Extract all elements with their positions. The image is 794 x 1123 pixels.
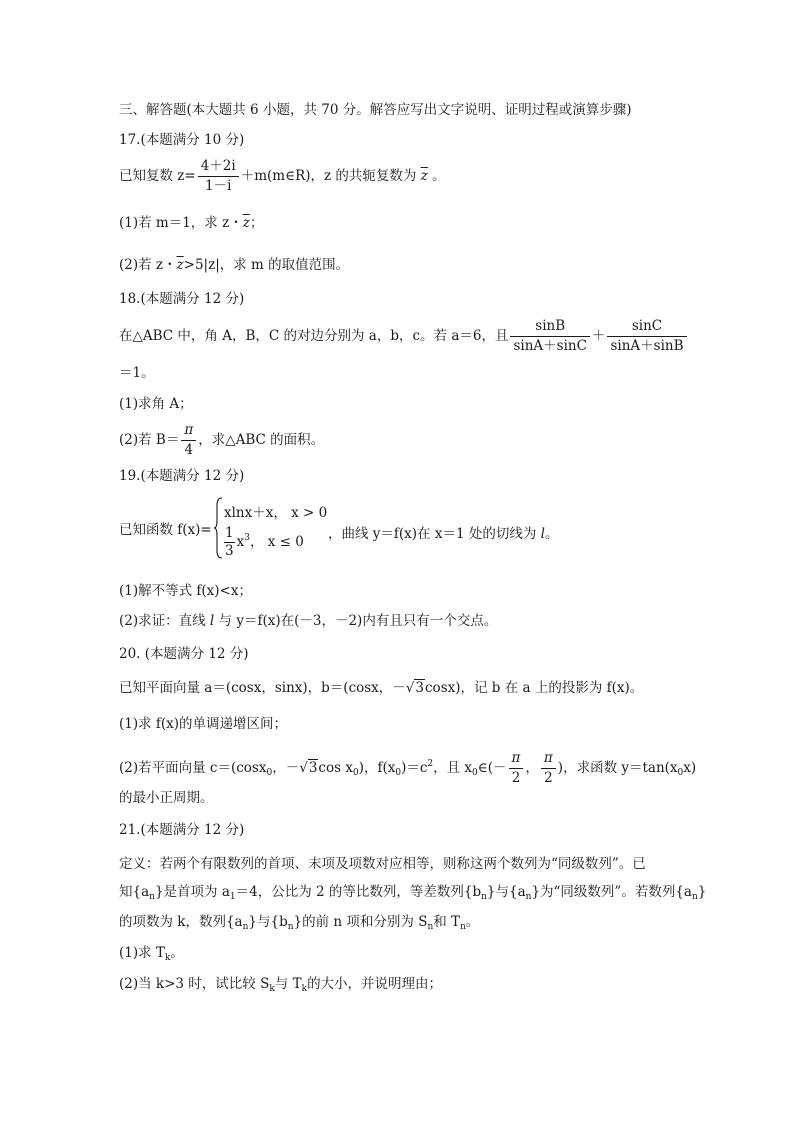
- q19-stem-end: [328, 525, 558, 543]
- q20-p2-c: cos x: [318, 760, 353, 776]
- q19-part1: (1)解不等式 f(x)<x；: [119, 583, 252, 599]
- q20-header: 20. (本题满分 12 分): [119, 646, 249, 662]
- q21-l2-f: }: [697, 884, 707, 900]
- q17-frac-den: 1－i: [205, 178, 232, 194]
- q21-l3-sub-3: n: [427, 922, 434, 932]
- q18-header: 18.(本题满分 12 分): [119, 291, 245, 307]
- q20-part2-line2: 的最小正周期。: [119, 790, 214, 806]
- q17-stem-prefix: 已知复数 z=: [119, 168, 196, 184]
- q21-l2-sub-2: 1: [229, 892, 236, 902]
- q18-plus: ＋: [591, 328, 606, 344]
- q18-f1-den: sinA＋sinC: [513, 338, 587, 354]
- q20-part1: (1)求 f(x)的单调递增区间；: [119, 716, 288, 732]
- q20-p2-frac-2-num: π: [541, 750, 556, 769]
- q21-l3-sub-2: n: [287, 922, 294, 932]
- q20-p2-f: ，且 x: [433, 760, 473, 776]
- q21-l2-a: 知{a: [119, 884, 150, 900]
- q20-p2-b: ，－: [272, 760, 300, 776]
- q20-p2-sub-5: 0: [677, 768, 684, 778]
- q17-header: 17.(本题满分 10 分): [119, 132, 245, 148]
- q21-p2-sub-2: k: [301, 984, 308, 994]
- q18-part2: [119, 422, 324, 459]
- q19-p2-end: 与 y＝f(x)在(－3，－2)内有且只有一个交点。: [214, 613, 498, 629]
- q19-header: 19.(本题满分 12 分): [119, 468, 245, 484]
- q21-l2-sub-1: n: [149, 892, 155, 902]
- q21-l3-sub-4: n: [460, 922, 466, 932]
- q19-stem-end-a: ，曲线 y＝f(x)在 x＝1 处的切线为: [328, 526, 541, 542]
- q20-p2-sub-2: 0: [352, 768, 359, 778]
- q17-fraction: [198, 158, 239, 195]
- q17-p1-end: ；: [249, 215, 264, 231]
- q18-part1: (1)求角 A；: [119, 396, 193, 412]
- q20-stem: [119, 679, 643, 697]
- q21-line3: [119, 913, 479, 936]
- q20-p2-h: ，: [525, 760, 539, 776]
- q20-p2-d: )，f(x: [358, 760, 396, 776]
- q20-p2-a: (2)若平面向量 c＝(cosx: [119, 760, 267, 776]
- q20-p2-frac-1: [509, 750, 524, 787]
- q20-p2-e: )＝c: [401, 760, 428, 776]
- q18-f1-num: sinB: [510, 318, 589, 337]
- q19-case1: xlnx＋x， x > 0: [224, 505, 328, 521]
- q17-stem-end: 。: [432, 168, 446, 184]
- q20-p2-j: x): [683, 760, 697, 776]
- q20-p2-frac-1-den: 2: [511, 770, 521, 786]
- q17-p2-end: >5|z|，求 m 的取值范围。: [183, 257, 350, 273]
- q21-p2-c: 的大小，并说明理由；: [307, 976, 443, 992]
- q18-p2-prefix: (2)若 B＝: [119, 432, 180, 448]
- q17-stem-mid: ＋m(m∈R)，z 的共轭复数为: [240, 168, 417, 184]
- q19-case2-fraction: [224, 525, 235, 560]
- q19-case2: [224, 525, 304, 560]
- q21-l2-b: }是首项为 a: [154, 884, 230, 900]
- q18-f2-num: sinC: [607, 318, 686, 337]
- q19-case2-exp: 3: [244, 533, 250, 543]
- q17-stem: [119, 158, 446, 195]
- q21-header: 21.(本题满分 12 分): [119, 822, 245, 838]
- q18-stem-prefix: 在△ABC 中，角 A，B，C 的对边分别为 a，b，c。若 a＝6，且: [119, 328, 509, 344]
- q19-case2-x: x: [236, 534, 245, 550]
- q21-l3-b: }与{b: [248, 914, 288, 930]
- q17-p1-conj: $\overline{z}$: [242, 215, 250, 231]
- q20-p2-sub-1: 0: [266, 768, 273, 778]
- q17-part1: [119, 214, 263, 232]
- q21-l2-sub-3: n: [481, 892, 487, 902]
- q21-l3-a: 的项数为 k，数列{a: [119, 914, 243, 930]
- q19-stem-prefix: 已知函数 f(x)=: [119, 522, 212, 538]
- q20-stem-b: cosx)，记 b 在 a 上的投影为 f(x)。: [425, 680, 644, 696]
- q21-part2: [119, 975, 442, 998]
- q18-p2-num: π: [181, 422, 196, 441]
- q19-p2-prefix: (2)求证：直线: [119, 613, 210, 629]
- q20-p2-sqrt-radicand: 3: [308, 760, 318, 776]
- q19-part2: [119, 612, 497, 630]
- q19-case2-den: 3: [225, 543, 234, 559]
- q21-l3-e: 。: [465, 914, 480, 930]
- q19-stem-end-b: 。: [544, 526, 559, 542]
- q21-l2-c: ＝4，公比为 2 的等比数列，等差数列{b: [235, 884, 482, 900]
- q20-p2-i: )，求函数 y＝tan(x: [557, 760, 678, 776]
- q21-p2-sub-1: k: [269, 984, 275, 994]
- q18-stem: [119, 318, 689, 355]
- q18-f2-den: sinA＋sinB: [610, 338, 684, 354]
- q19-case2-cond: ， x ≤ 0: [249, 534, 304, 550]
- q21-p2-b: 与 T: [274, 976, 302, 992]
- q21-l2-sub-4: n: [525, 892, 532, 902]
- q17-frac-num: 4＋2i: [198, 158, 239, 177]
- q20-p2-frac-2-den: 2: [544, 770, 553, 786]
- q18-p2-fraction: [181, 422, 196, 459]
- q19-stem-l: l: [540, 526, 545, 542]
- q21-part1: [119, 944, 184, 967]
- q17-p2-conj: $\overline{z}$: [176, 257, 184, 273]
- q17-p2-prefix: (2)若 z・: [119, 257, 177, 273]
- q20-p2-sub-4: 0: [472, 768, 478, 778]
- q19-case2-num: 1: [225, 525, 234, 541]
- q21-l3-d: 和 T: [433, 914, 461, 930]
- q17-conj: $\overline{z}$: [420, 168, 428, 184]
- q21-p2-a: (2)当 k>3 时，试比较 S: [119, 976, 270, 992]
- q21-line1: 定义：若两个有限数列的首项、末项及项数对应相等，则称这两个数列为“同级数列”。已: [119, 856, 646, 872]
- q21-l3-sub-1: n: [242, 922, 249, 932]
- q20-p2-g: ∈(－: [477, 760, 507, 776]
- q18-fraction-1: [510, 318, 589, 355]
- q21-l2-d: }与{a: [486, 884, 526, 900]
- q18-p2-end: ，求△ABC 的面积。: [198, 432, 325, 448]
- q21-line2: [119, 883, 706, 906]
- q19-p2-l: l: [209, 613, 215, 629]
- q21-l2-sub-5: n: [691, 892, 698, 902]
- q20-sqrt-radicand: 3: [415, 680, 424, 696]
- q20-p2-sup: 2: [427, 759, 434, 769]
- q20-stem-a: 已知平面向量 a＝(cosx，sinx)，b＝(cosx，－: [119, 680, 406, 696]
- q18-stem-end: ＝1。: [119, 365, 155, 381]
- q21-p1-sub: k: [164, 953, 171, 963]
- q17-p1-prefix: (1)若 m＝1，求 z・: [119, 215, 243, 231]
- q21-p1-b: 。: [170, 945, 184, 961]
- q20-p2-frac-2: [541, 750, 556, 787]
- q21-p1-a: (1)求 T: [119, 945, 165, 961]
- q20-p2-frac-1-num: π: [509, 750, 524, 769]
- q20-sqrt: √3: [405, 680, 424, 696]
- q17-part2: [119, 256, 349, 274]
- q20-p2-sqrt: √3: [299, 760, 318, 776]
- q21-l2-e: }为“同级数列”。若数列{a: [531, 884, 692, 900]
- section-heading: 三、解答题(本大题共 6 小题，共 70 分。解答应写出文字说明、证明过程或演算步骤): [119, 102, 632, 118]
- q20-part2: [119, 750, 696, 787]
- q19-brace: [213, 497, 223, 559]
- q18-p2-den: 4: [184, 442, 194, 458]
- q18-fraction-2: [607, 318, 686, 355]
- q20-p2-sub-3: 0: [395, 768, 402, 778]
- q21-l3-c: }的前 n 项和分别为 S: [293, 914, 428, 930]
